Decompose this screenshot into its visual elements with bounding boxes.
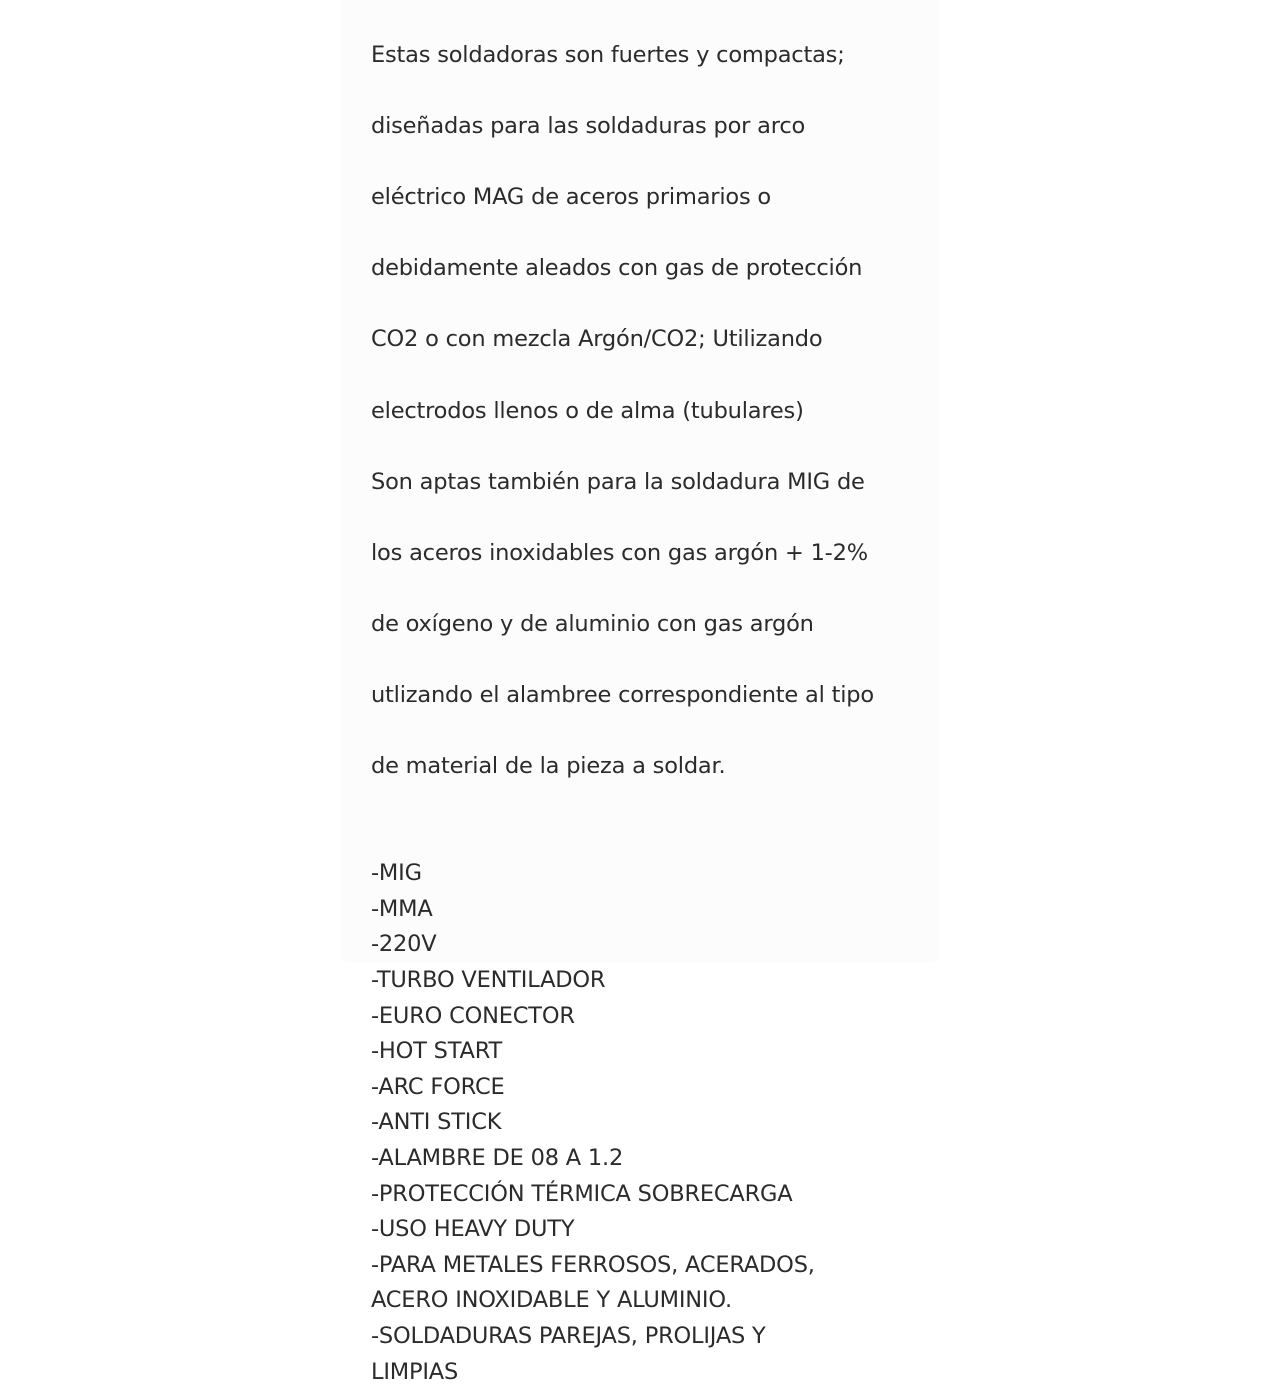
feature-item-continuation: LIMPIAS <box>371 1358 459 1385</box>
description-line: eléctrico MAG de aceros primarios o <box>371 183 771 210</box>
feature-item: -ALAMBRE DE 08 A 1.2 <box>371 1145 624 1171</box>
description-line: Son aptas también para la soldadura MIG de <box>371 468 865 495</box>
description-line: de material de la pieza a soldar. <box>371 753 726 780</box>
feature-item: -SOLDADURAS PAREJAS, PROLIJAS Y <box>371 1322 766 1349</box>
feature-item: -MIG <box>371 860 422 887</box>
description-line: Estas soldadoras son fuertes y compactas; <box>371 41 845 68</box>
feature-list <box>371 856 916 1390</box>
feature-item: -PROTECCIÓN TÉRMICA SOBRECARGA <box>371 1180 793 1207</box>
feature-item-continuation: ACERO INOXIDABLE Y ALUMINIO. <box>371 1287 732 1314</box>
description-line: de oxígeno y de aluminio con gas argón <box>371 611 814 638</box>
feature-item: -TURBO VENTILADOR <box>371 967 606 994</box>
description-line: diseñadas para las soldaduras por arco <box>371 112 806 139</box>
description-line: los aceros inoxidables con gas argón + 1-2% <box>371 539 868 566</box>
description-paragraph <box>371 2 916 821</box>
description-line: debidamente aleados con gas de protección <box>371 255 863 282</box>
product-description <box>371 2 916 1390</box>
feature-item: -MMA <box>371 895 433 922</box>
feature-item: -PARA METALES FERROSOS, ACERADOS, <box>371 1251 815 1278</box>
feature-item: -ARC FORCE <box>371 1073 505 1100</box>
description-line: electrodos llenos o de alma (tubulares) <box>371 397 804 424</box>
feature-item: -HOT START <box>371 1038 503 1065</box>
feature-item: -EURO CONECTOR <box>371 1002 575 1029</box>
description-line: CO2 o con mezcla Argón/CO2; Utilizando <box>371 326 823 353</box>
feature-item: -220V <box>371 931 437 958</box>
description-line: utlizando el alambree correspondiente al tipo <box>371 682 874 709</box>
feature-item: -ANTI STICK <box>371 1109 502 1136</box>
blank-line <box>371 821 916 857</box>
feature-item: -USO HEAVY DUTY <box>371 1216 575 1243</box>
